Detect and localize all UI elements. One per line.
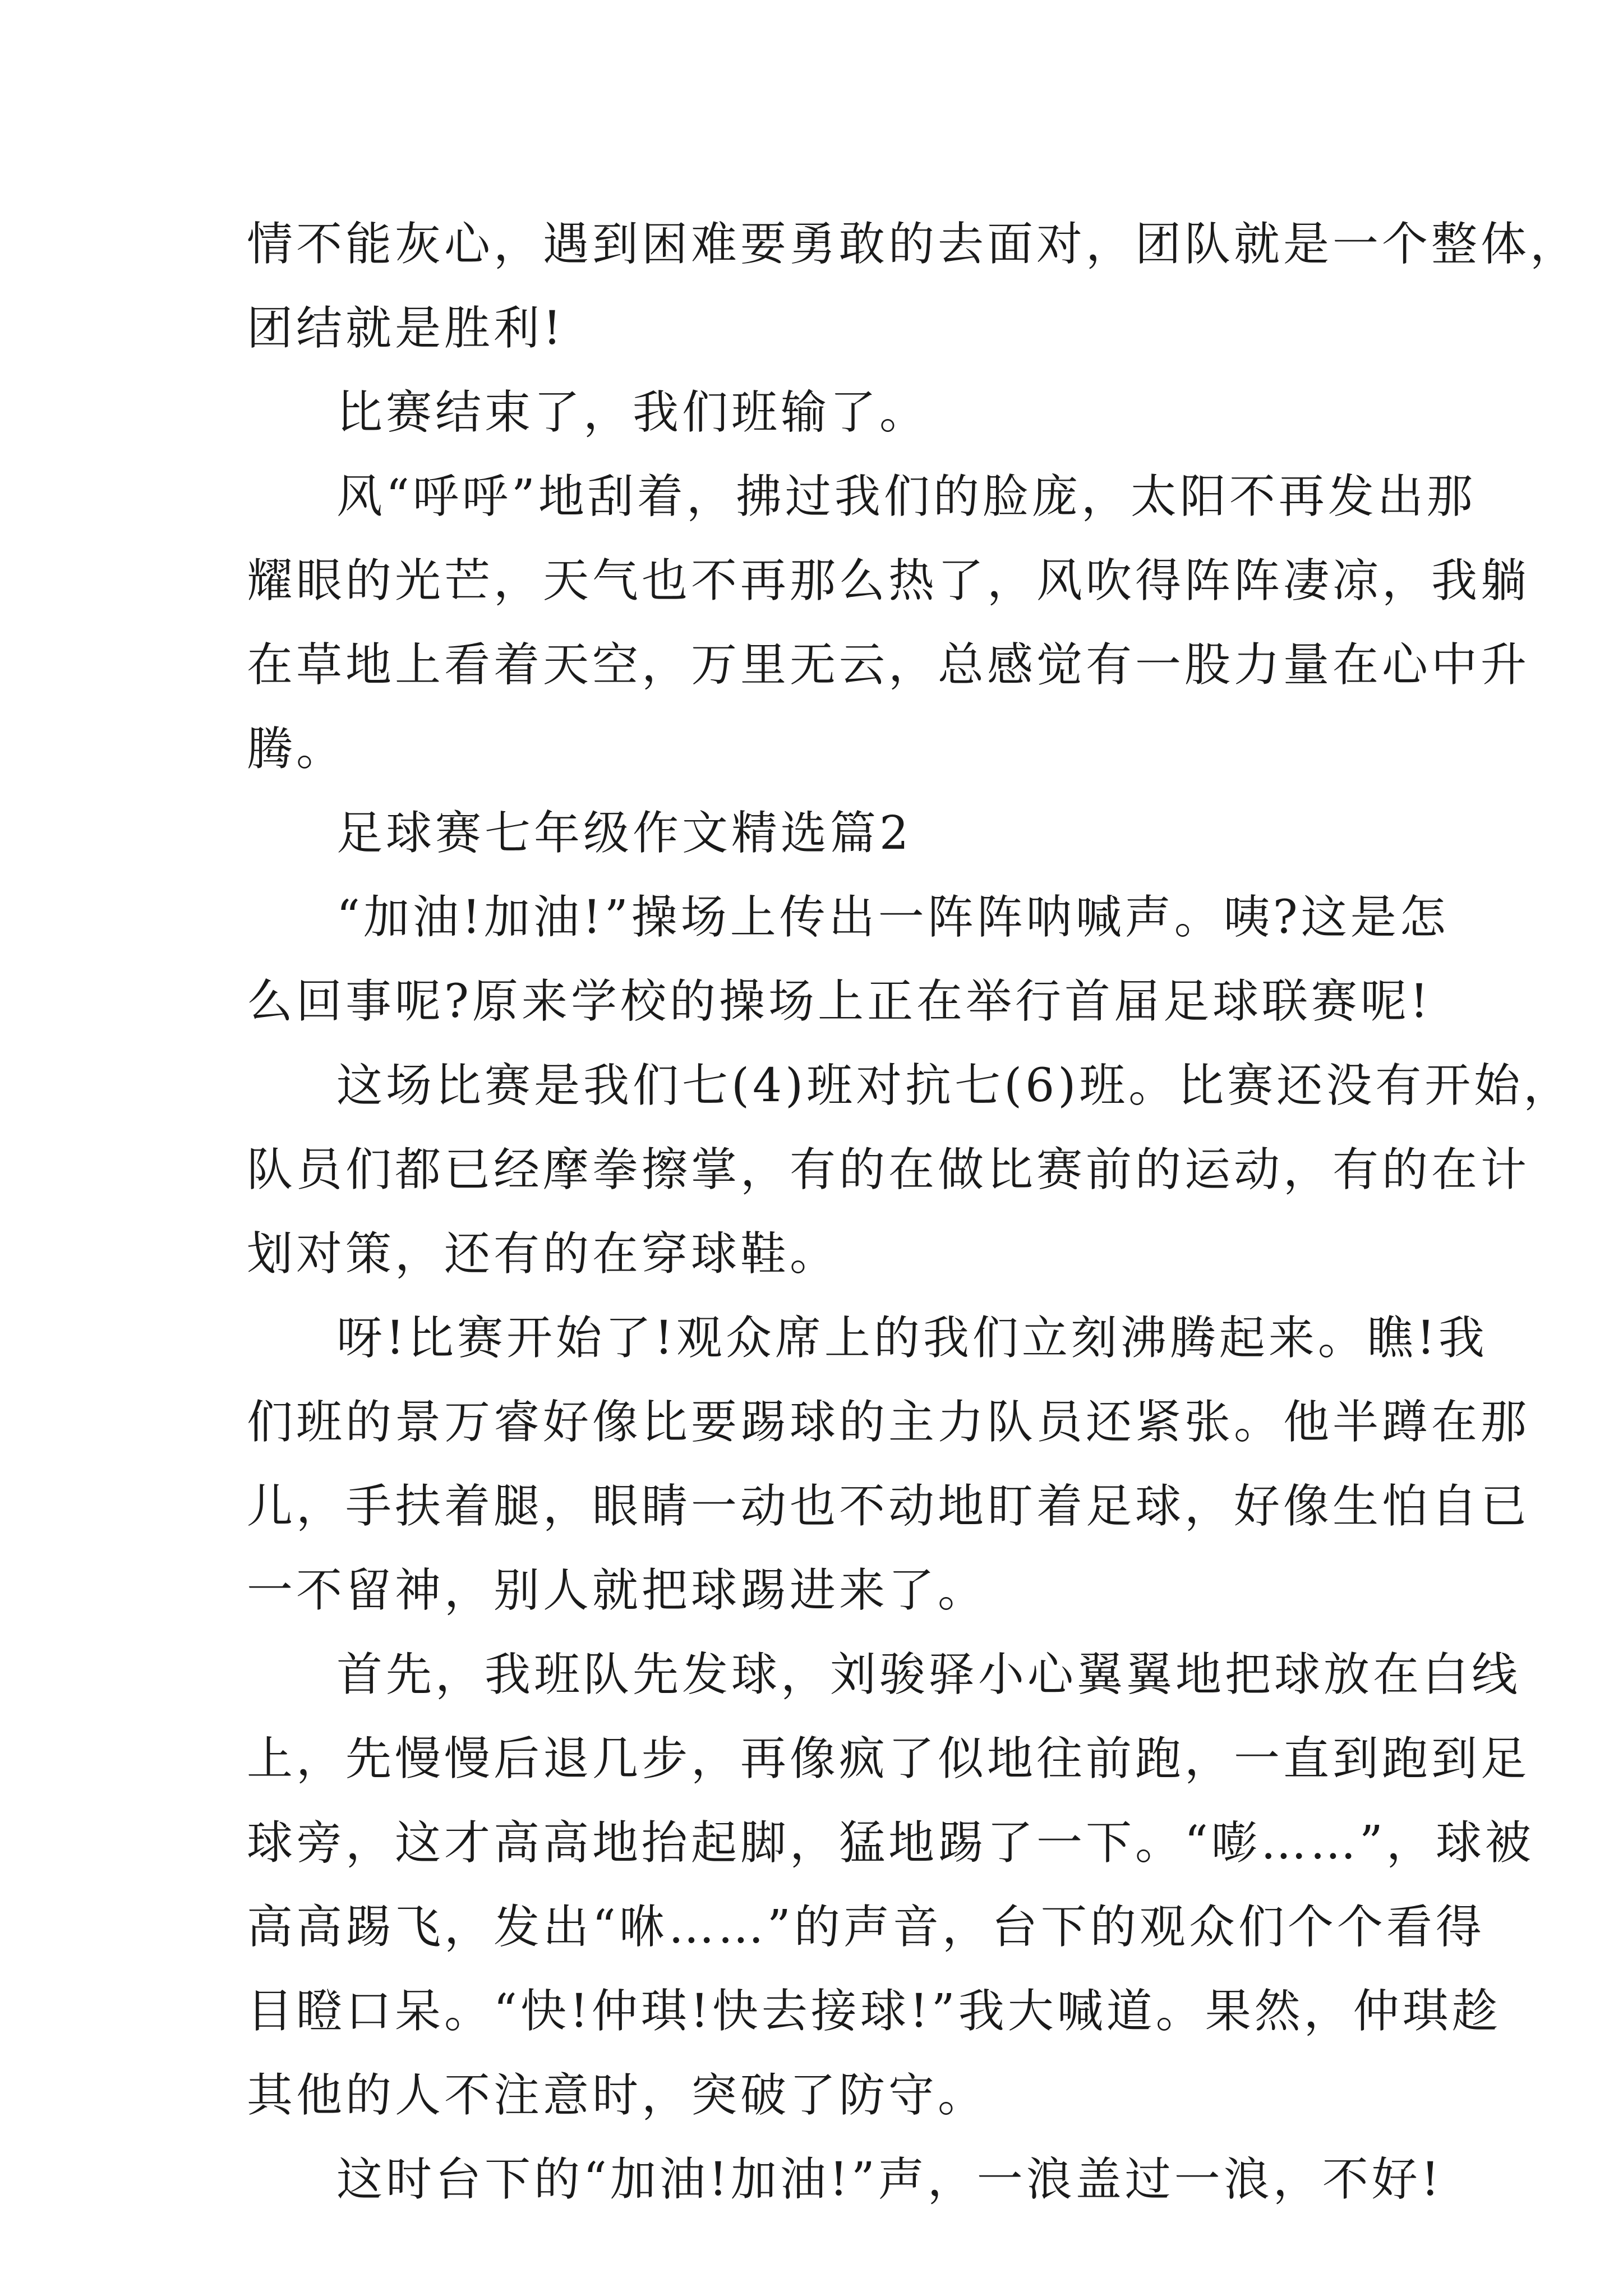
text-line: 呀!比赛开始了!观众席上的我们立刻沸腾起来。瞧!我	[336, 1312, 1488, 1365]
text-line: 球旁，这才高高地抬起脚，猛地踢了一下。“嘭……”，球被	[247, 1816, 1534, 1870]
text-line: 情不能灰心，遇到困难要勇敢的去面对，团队就是一个整体，	[247, 218, 1580, 271]
text-line: 团结就是胜利!	[247, 302, 565, 355]
text-line: 首先，我班队先发球，刘骏驿小心翼翼地把球放在白线	[336, 1648, 1521, 1701]
text-line: 这时台下的“加油!加油!”声，一浪盖过一浪，不好!	[336, 2153, 1443, 2206]
text-line: 比赛结束了，我们班输了。	[336, 386, 929, 439]
text-line: 一不留神，别人就把球踢进来了。	[247, 1564, 988, 1617]
text-line: 队员们都已经摩拳擦掌，有的在做比赛前的运动，有的在计	[247, 1143, 1530, 1197]
text-line: 耀眼的光芒，天气也不再那么热了，风吹得阵阵凄凉，我躺	[247, 554, 1530, 608]
text-line: 这场比赛是我们七(4)班对抗七(6)班。比赛还没有开始，	[336, 1059, 1573, 1112]
text-line: 在草地上看着天空，万里无云，总感觉有一股力量在心中升	[247, 638, 1530, 692]
text-line: “加油!加油!”操场上传出一阵阵呐喊声。咦?这是怎	[336, 891, 1449, 944]
text-line: 划对策，还有的在穿球鞋。	[247, 1227, 840, 1281]
text-line: 们班的景万睿好像比要踢球的主力队员还紧张。他半蹲在那	[247, 1396, 1530, 1449]
text-line: 么回事呢?原来学校的操场上正在举行首届足球联赛呢!	[247, 975, 1432, 1028]
text-line: 其他的人不注意时，突破了防守。	[247, 2069, 988, 2122]
text-line: 腾。	[247, 723, 346, 776]
text-line: 上，先慢慢后退几步，再像疯了似地往前跑，一直到跑到足	[247, 1732, 1530, 1786]
text-line: 目瞪口呆。“快!仲琪!快去接球!”我大喊道。果然，仲琪趁	[247, 1985, 1501, 2038]
text-line: 儿，手扶着腿，眼睛一动也不动地盯着足球，好像生怕自已	[247, 1480, 1530, 1533]
section-heading: 足球赛七年级作文精选篇2	[336, 807, 912, 860]
text-line: 高高踢飞，发出“咻……”的声音，台下的观众们个个看得	[247, 1901, 1485, 1954]
text-line: 风“呼呼”地刮着，拂过我们的脸庞，太阳不再发出那	[336, 470, 1476, 523]
